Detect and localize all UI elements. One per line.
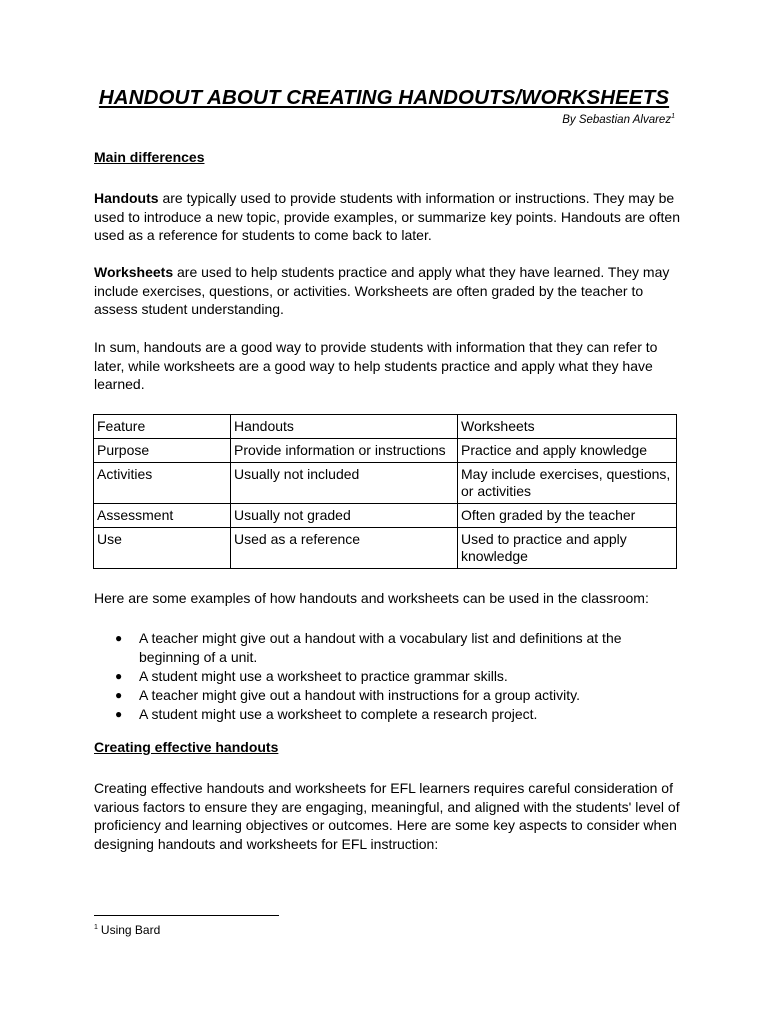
table-cell: Usually not included [231,463,458,504]
table-cell: Used to practice and apply knowledge [458,528,677,569]
table-row [94,504,677,528]
table-header-cell: Feature [94,415,231,439]
bullet-icon: ● [115,668,123,683]
footnote [94,923,160,937]
list-item [115,686,675,705]
footnote-divider [94,915,279,916]
table-cell: Used as a reference [231,528,458,569]
heading-main-differences: Main differences [94,149,205,165]
table-cell: Often graded by the teacher [458,504,677,528]
handouts-description: are typically used to provide students with information or instructions. They may be used to introduce a new topic, provide examples, or summarize key points. Handouts are often used as a reference for students to come back to later. [94,190,680,243]
table-header-cell: Handouts [231,415,458,439]
footnote-text: Using Bard [100,923,161,937]
page-title: HANDOUT ABOUT CREATING HANDOUTS/WORKSHEETS [98,86,670,109]
table-cell: Use [94,528,231,569]
table-cell: Usually not graded [231,504,458,528]
footnote-marker: 1 [94,924,98,931]
paragraph-summary: In sum, handouts are a good way to provide students with information that they can refer to later, while worksheets are a good way to help students practice and apply what they have learned. [94,339,658,392]
bullet-icon: ● [115,706,123,721]
worksheets-description: are used to help students practice and apply what they have learned. They may include exercises, questions, or activities. Worksheets are often graded by the teacher to assess student understanding. [94,264,670,317]
bullet-icon: ● [115,631,123,645]
paragraph-creating-effective: Creating effective handouts and worksheets for EFL learners requires careful consideration of various factors to ensure they are engaging, meaningful, and aligned with the students' level of proficiency and learning objectives or outcomes. Here are some key aspects to consider when designing handouts and worksheets for EFL instruction: [94,780,680,852]
list-item-text: A student might use a worksheet to practice grammar skills. [139,667,508,684]
author-name: By Sebastian Alvarez [562,114,672,126]
table-header-cell: Worksheets [458,415,677,439]
table-cell: Practice and apply knowledge [458,439,677,463]
footnote-ref[interactable]: 1 [671,113,675,121]
list-item-text: A teacher might give out a handout with a vocabulary list and definitions at the beginning of a unit. [139,630,622,665]
list-item-text: A student might use a worksheet to complete a research project. [139,705,538,722]
table-cell: Assessment [94,504,231,528]
heading-creating-effective-handouts: Creating effective handouts [94,739,279,755]
comparison-table [93,414,677,569]
author-byline [562,114,675,126]
examples-list [115,629,675,724]
table-cell: Activities [94,463,231,504]
table-row [94,528,677,569]
table-row [94,463,677,504]
examples-intro: Here are some examples of how handouts and worksheets can be used in the classroom: [94,590,649,606]
list-item [115,629,675,666]
term-worksheets: Worksheets [94,264,174,280]
table-cell: Provide information or instructions [231,439,458,463]
paragraph-worksheets [94,263,684,319]
list-item-text: A teacher might give out a handout with instructions for a group activity. [139,686,580,703]
table-header-row [94,415,677,439]
term-handouts: Handouts [94,190,159,206]
table-row [94,439,677,463]
table-cell: May include exercises, questions, or activities [458,463,677,504]
bullet-icon: ● [115,687,123,702]
paragraph-handouts [94,189,684,245]
table-cell: Purpose [94,439,231,463]
list-item [115,667,675,686]
list-item [115,705,675,724]
